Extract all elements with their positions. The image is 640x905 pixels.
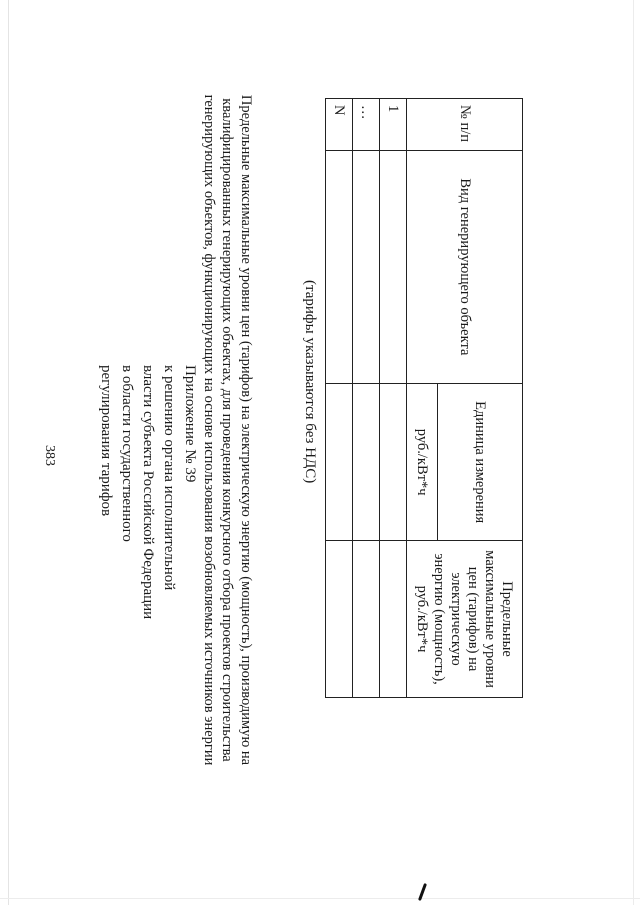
table-row [326,99,353,698]
row-type [326,150,353,384]
header-unit: Единица измерения [438,384,523,541]
header-type: Вид генерирующего объекта [407,150,523,384]
table-row [380,99,407,698]
row-unit [326,384,353,541]
page-number: 383 [42,445,57,466]
row-type [353,150,380,384]
appendix-line: регулирования тарифов [98,365,114,517]
row-level [380,541,407,698]
row-num: N [326,99,353,151]
row-unit [353,384,380,541]
row-unit [380,384,407,541]
unit-value: руб./кВт*ч [407,384,438,541]
title-line: квалифицированных генерирующих объектах, для проведения конкурсного отбора проектов строительства [219,98,236,762]
row-type [380,150,407,384]
appendix-line: Приложение № 39 [182,365,198,483]
table-row [353,99,380,698]
header-num: № п/п [407,99,523,151]
appendix-line: власти субъекта Российской Федерации [140,365,156,620]
document-title [200,90,256,770]
appendix-line: в области государственного [119,365,135,542]
row-level [326,541,353,698]
title-line: генерирующих объектов, функционирующих на основе использования возобновляемых источников энергии [201,94,217,766]
appendix-line: к решению органа исполнительной [161,365,177,591]
tariff-table [325,98,523,698]
row-level [353,541,380,698]
table-header-row [438,99,523,698]
title-line: Предельные максимальные уровни цен (тарифов) на электрическую энергию (мощность), производимую на [238,94,254,766]
appendix-header [95,365,200,619]
header-level: Предельные максимальные уровни цен (тарифов) на электрическую энергию (мощность), руб./кВт*ч [407,541,523,698]
vat-note: (тарифы указываются без НДС) [302,280,318,484]
row-num: 1 [380,99,407,151]
row-num: … [353,99,380,151]
